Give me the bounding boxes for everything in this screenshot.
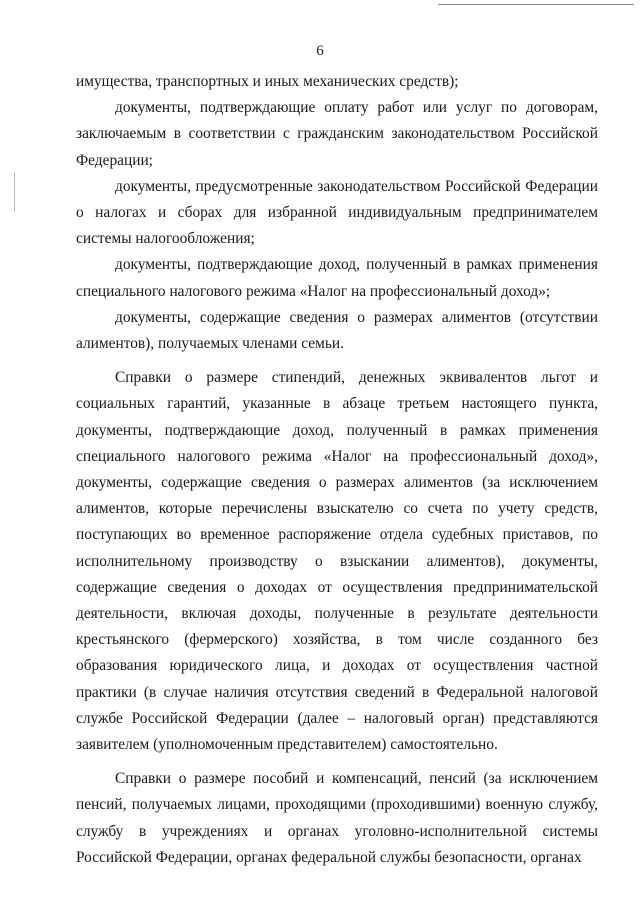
scan-artifact-line — [438, 4, 634, 5]
paragraph-certificates-stipends: Справки о размере стипендий, денежных эквивалентов льгот и социальных гарантий, указанные в абзаце третьем настоящего пункта, документы, подтверждающие доход, полученный в рамках применения специального налогового режима «Налог на профессиональный доход», документы, содержащие сведения о размерах алиментов (за исключением алиментов, которые перечислены взыскателю со счета по учету средств, поступающих во временное распоряжение отдела судебных приставов, по исполнительному производству о взыскании алиментов), документы, содержащие сведения о доходах от осуществления предпринимательской деятельности, включая доходы, полученные в результате деятельности крестьянского (фермерского) хозяйства, в том числе созданного без образования юридического лица, и доходах от осуществления частной практики (в случае наличия отсутствия сведений в Федеральной налоговой службе Российской Федерации (далее – налоговый орган) представляются заявителем (уполномоченным представителем) самостоятельно. — [76, 369, 598, 754]
paragraph-certificates-benefits: Справки о размере пособий и компенсаций, пенсий (за исключением пенсий, получаемых лицами, проходящими (проходившими) военную службу, службу в учреждениях и органах уголовно-исполнительной системы Российской Федерации, органах федеральной службы безопасности, органах — [76, 770, 598, 866]
scan-artifact-mark — [14, 172, 15, 212]
paragraph-professional-income: документы, подтверждающие доход, полученный в рамках применения специального налогового режима «Налог на профессиональный доход»; — [76, 256, 598, 300]
document-body — [76, 69, 598, 871]
page-number: 6 — [316, 43, 324, 59]
paragraph-tax-documents: документы, предусмотренные законодательством Российской Федерации о налогах и сборах для избранной индивидуальным предпринимателем системы налогообложения; — [76, 177, 598, 248]
paragraph-continuation: имущества, транспортных и иных механических средств); — [76, 73, 459, 90]
paragraph-alimony: документы, содержащие сведения о размерах алиментов (отсутствии алиментов), получаемых членами семьи. — [76, 308, 598, 353]
paragraph-payment-documents: документы, подтверждающие оплату работ или услуг по договорам, заключаемым в соответствии с гражданским законодательством Российской Федерации; — [76, 99, 598, 169]
